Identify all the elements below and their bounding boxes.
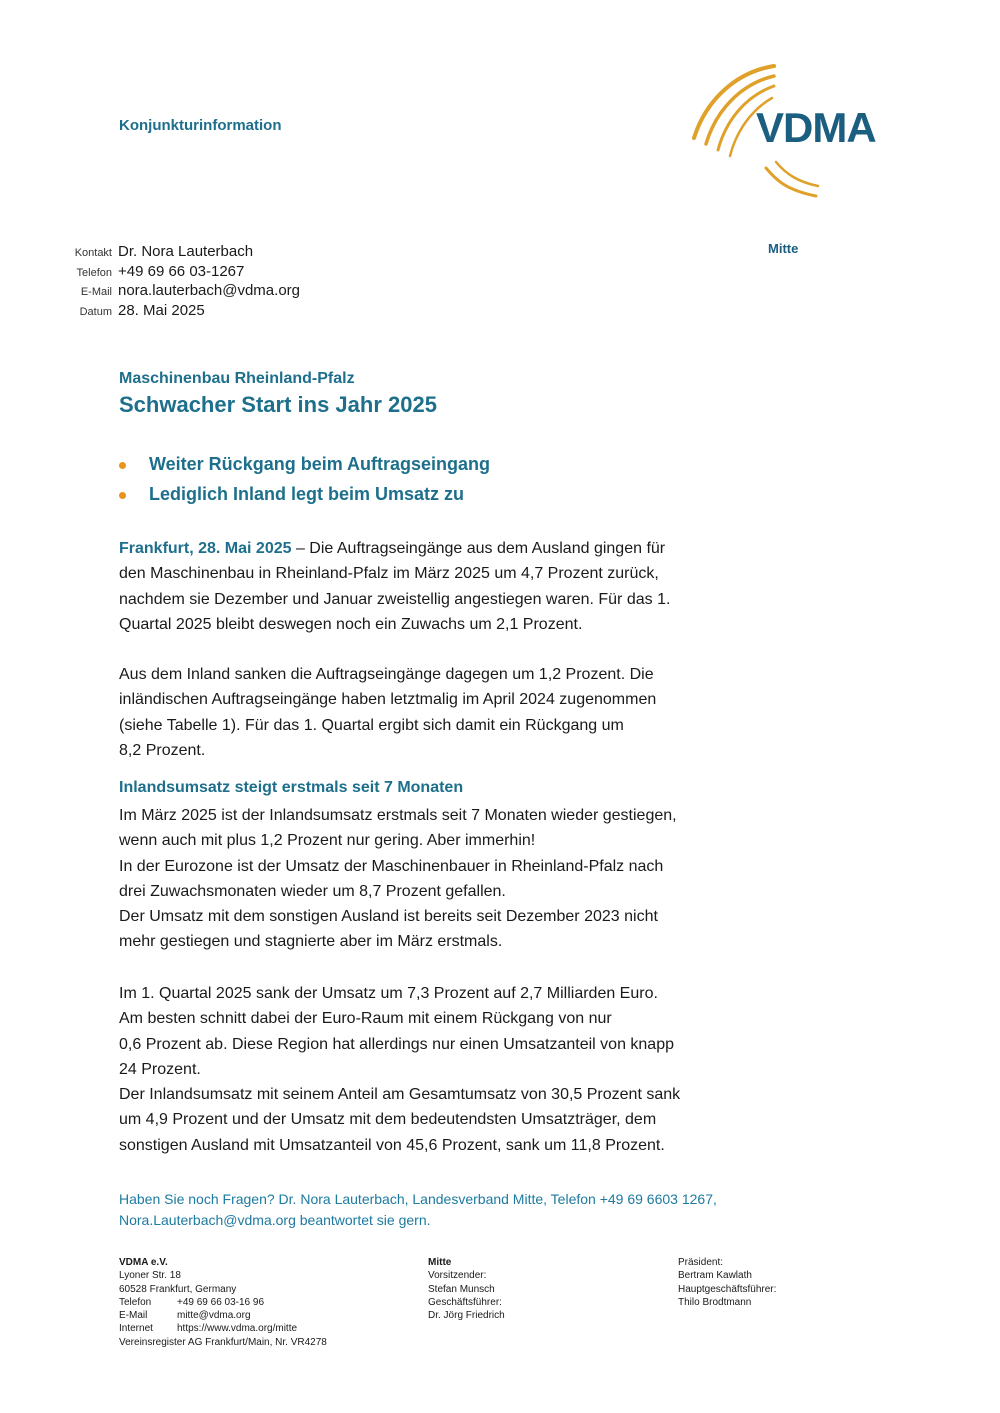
document-type-label: Konjunkturinformation <box>119 117 282 134</box>
paragraph-line: den Maschinenbau in Rheinland-Pfalz im März 2025 um 4,7 Prozent zurück, <box>119 565 659 583</box>
paragraph-line: wenn auch mit plus 1,2 Prozent nur gering. Aber immerhin! <box>119 832 536 850</box>
paragraph-3 <box>119 803 779 955</box>
footer-line: Stefan Munsch <box>428 1283 495 1295</box>
bullet-item <box>119 479 719 509</box>
contact-note <box>119 1189 819 1230</box>
paragraph-line: Der Inlandsumsatz mit seinem Anteil am Gesamtumsatz von 30,5 Prozent sank <box>119 1086 681 1104</box>
vdma-logo-text: VDMA <box>756 104 876 151</box>
contact-name: Dr. Nora Lauterbach <box>118 243 254 260</box>
paragraph-line: drei Zuwachsmonaten wieder um 8,7 Prozent gefallen. <box>119 882 506 900</box>
footer-key: Internet <box>119 1323 153 1335</box>
paragraph-line: Im 1. Quartal 2025 sank der Umsatz um 7,3 Prozent auf 2,7 Milliarden Euro. <box>119 985 658 1002</box>
paragraph-line: In der Eurozone ist der Umsatz der Maschinenbauer in Rheinland-Pfalz nach <box>119 857 664 875</box>
paragraph-1 <box>119 536 779 637</box>
section-subheading: Inlandsumsatz steigt erstmals seit 7 Monaten <box>119 779 464 796</box>
footer-city: 60528 Frankfurt, Germany <box>119 1283 237 1295</box>
paragraph-line: Im März 2025 ist der Inlandsumsatz erstmals seit 7 Monaten wieder gestiegen, <box>119 807 677 824</box>
footer-line: Bertram Kawlath <box>678 1270 752 1282</box>
paragraph-line: 24 Prozent. <box>119 1060 201 1078</box>
footer-region-board <box>428 1256 628 1322</box>
contact-date: 28. Mai 2025 <box>118 301 205 319</box>
footer-street: Lyoner Str. 18 <box>119 1270 181 1282</box>
region-label: Mitte <box>768 241 799 256</box>
contact-row-phone <box>40 263 440 283</box>
paragraph-line: mehr gestiegen und stagnierte aber im März erstmals. <box>119 933 503 951</box>
paragraph-line: Quartal 2025 bleibt deswegen noch ein Zuwachs um 2,1 Prozent. <box>119 615 583 633</box>
paragraph-line: um 4,9 Prozent und der Umsatz mit dem bedeutendsten Umsatzträger, dem <box>119 1111 657 1129</box>
paragraph-line: nachdem sie Dezember und Januar zweistellig angestiegen waren. Für das 1. <box>119 590 671 608</box>
footer-email: mitte@vdma.org <box>177 1310 251 1322</box>
bullet-text: Lediglich Inland legt beim Umsatz zu <box>149 483 465 504</box>
contact-key: Datum <box>79 305 112 318</box>
footer-line: Vorsitzender: <box>428 1270 487 1282</box>
highlight-bullets <box>119 449 719 509</box>
contact-note-line: Nora.Lauterbach@vdma.org beantwortet sie gern. <box>119 1211 431 1228</box>
footer-line: Geschäftsführer: <box>428 1296 502 1308</box>
paragraph-line: 0,6 Prozent ab. Diese Region hat allerdings nur einen Umsatzanteil von knapp <box>119 1035 674 1053</box>
paragraph-line: Am besten schnitt dabei der Euro-Raum mit einem Rückgang von nur <box>119 1010 612 1028</box>
footer-address <box>119 1256 409 1349</box>
footer-key: Telefon <box>119 1296 152 1308</box>
contact-key: Kontakt <box>74 247 112 259</box>
footer-row <box>119 1309 409 1322</box>
paragraph-2 <box>119 662 779 763</box>
bullet-dot-icon <box>119 462 126 469</box>
contact-phone: +49 69 66 03-1267 <box>118 262 245 280</box>
paragraph-line: Der Umsatz mit dem sonstigen Ausland ist bereits seit Dezember 2023 nicht <box>119 908 658 926</box>
paragraph-line: Aus dem Inland sanken die Auftragseingänge dagegen um 1,2 Prozent. Die <box>119 666 654 683</box>
contact-note-line: Haben Sie noch Fragen? Dr. Nora Lauterbach, Landesverband Mitte, Telefon +49 69 6603 1267, <box>119 1191 717 1207</box>
contact-row-name <box>40 243 440 263</box>
paragraph-line: (siehe Tabelle 1). Für das 1. Quartal ergibt sich damit ein Rückgang um <box>119 716 624 734</box>
dateline: Frankfurt, 28. Mai 2025 <box>119 540 292 557</box>
footer-region-title: Mitte <box>428 1257 452 1268</box>
footer-phone: +49 69 66 03-16 96 <box>177 1296 265 1308</box>
contact-row-email <box>40 282 440 302</box>
footer-org-name: VDMA e.V. <box>119 1257 168 1268</box>
footer-register: Vereinsregister AG Frankfurt/Main, Nr. VR4278 <box>119 1336 327 1348</box>
footer-line: Präsident: <box>678 1257 724 1268</box>
article-kicker: Maschinenbau Rheinland-Pfalz <box>119 370 355 387</box>
contact-row-date <box>40 302 440 322</box>
contact-key: E-Mail <box>80 286 112 298</box>
footer-row <box>119 1322 409 1335</box>
paragraph-line: inländischen Auftragseingänge haben letztmalig im April 2024 zugenommen <box>119 691 657 709</box>
paragraph-line: sonstigen Ausland mit Umsatzanteil von 45,6 Prozent, sank um 11,8 Prozent. <box>119 1136 665 1154</box>
bullet-item <box>119 449 719 479</box>
contact-block <box>40 243 440 321</box>
paragraph-4 <box>119 981 779 1158</box>
paragraph-line: – Die Auftragseingänge aus dem Ausland gingen für <box>291 540 666 557</box>
contact-email: nora.lauterbach@vdma.org <box>118 282 300 299</box>
paragraph-line: 8,2 Prozent. <box>119 741 206 759</box>
bullet-dot-icon <box>119 492 126 499</box>
footer-key: E-Mail <box>119 1310 148 1322</box>
footer-executives <box>678 1256 878 1309</box>
footer-line: Dr. Jörg Friedrich <box>428 1310 505 1322</box>
bullet-text: Weiter Rückgang beim Auftragseingang <box>149 453 491 474</box>
footer-row <box>119 1296 409 1309</box>
contact-key: Telefon <box>76 266 112 279</box>
footer-line: Hauptgeschäftsführer: <box>678 1283 777 1295</box>
footer-website: https://www.vdma.org/mitte <box>177 1323 298 1335</box>
footer-line: Thilo Brodtmann <box>678 1296 752 1308</box>
article-headline: Schwacher Start ins Jahr 2025 <box>119 392 437 417</box>
